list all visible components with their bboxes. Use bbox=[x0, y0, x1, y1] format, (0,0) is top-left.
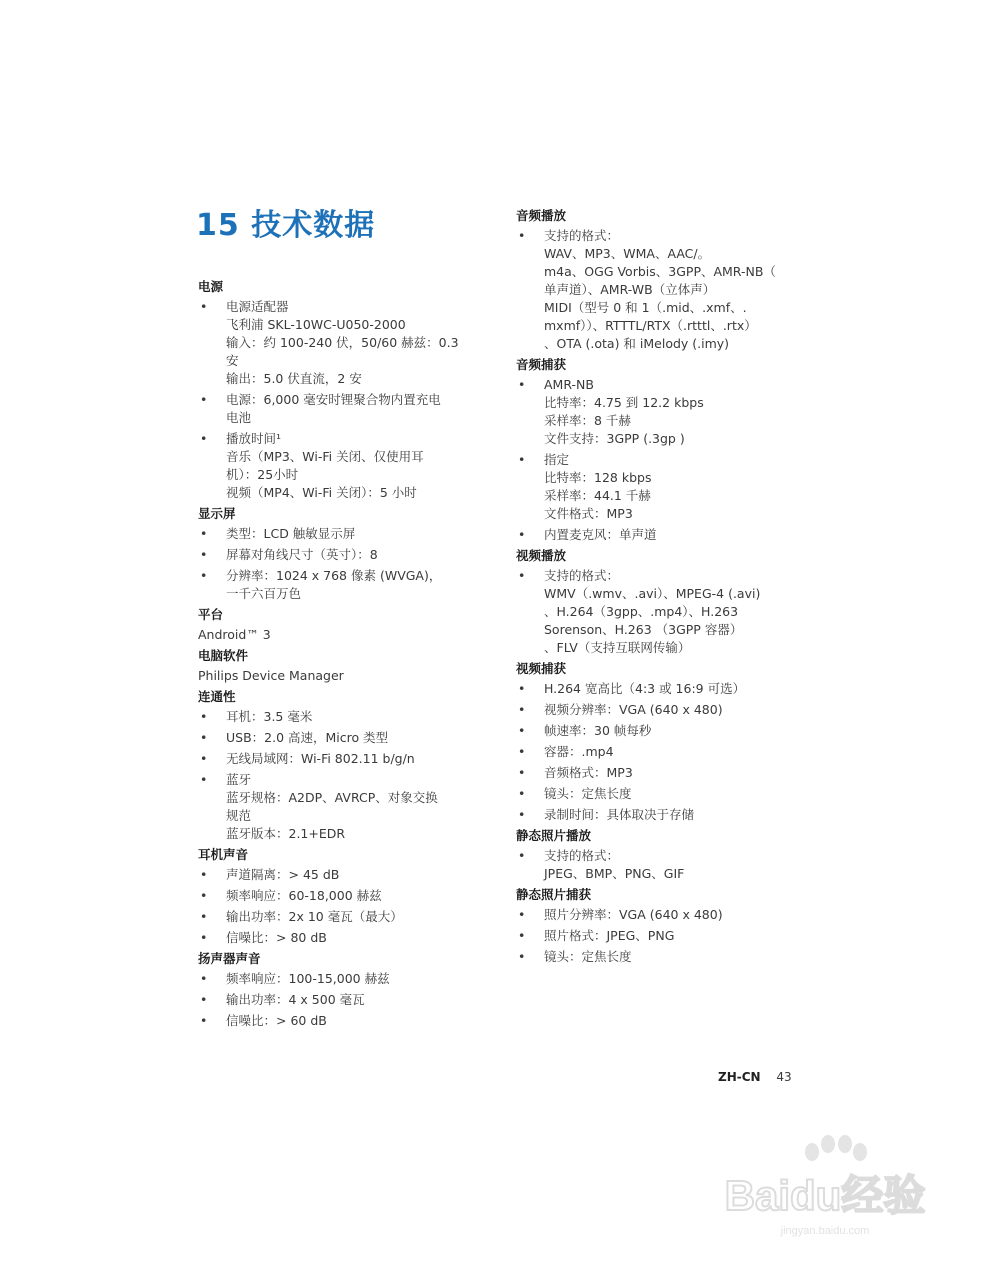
spec-line: 比特率：4.75 到 12.2 kbps bbox=[544, 395, 704, 410]
section-heading: 视频捕获 bbox=[516, 661, 567, 676]
spec-list bbox=[516, 847, 806, 883]
right-column bbox=[516, 207, 806, 969]
section-heading: 耳机声音 bbox=[198, 847, 249, 862]
spec-list bbox=[198, 970, 488, 1030]
spec-line: 信噪比：> 60 dB bbox=[226, 1013, 327, 1028]
spec-section bbox=[516, 827, 806, 883]
spec-item bbox=[198, 970, 488, 988]
spec-line: 照片格式：JPEG、PNG bbox=[544, 928, 675, 943]
spec-item bbox=[198, 298, 488, 388]
spec-line: 采样率：44.1 千赫 bbox=[544, 488, 651, 503]
bullet-icon: • bbox=[518, 452, 526, 467]
watermark-url: jingyan.baidu.com bbox=[780, 1225, 870, 1237]
spec-line: 比特率：128 kbps bbox=[544, 470, 652, 485]
spec-item bbox=[198, 391, 488, 427]
spec-line: 单声道）、AMR-WB（立体声） bbox=[544, 282, 716, 297]
bullet-icon: • bbox=[200, 526, 208, 541]
spec-item bbox=[516, 764, 806, 782]
spec-item bbox=[516, 927, 806, 945]
bullet-icon: • bbox=[200, 709, 208, 724]
bullet-icon: • bbox=[518, 807, 526, 822]
section-heading: 音频播放 bbox=[516, 208, 567, 223]
spec-list bbox=[198, 298, 488, 502]
spec-list bbox=[198, 708, 488, 843]
spec-item bbox=[198, 708, 488, 726]
spec-item bbox=[198, 1012, 488, 1030]
section-heading: 电源 bbox=[198, 279, 224, 294]
language-code: ZH-CN bbox=[718, 1070, 761, 1084]
spec-line: mxmf））、RTTTL/RTX（.rtttl、.rtx） bbox=[544, 318, 757, 333]
spec-item bbox=[198, 929, 488, 947]
bullet-icon: • bbox=[518, 228, 526, 243]
spec-item bbox=[198, 525, 488, 543]
spec-line: 内置麦克风：单声道 bbox=[544, 527, 657, 542]
spec-item bbox=[516, 847, 806, 883]
spec-line: 镜头：定焦长度 bbox=[544, 786, 632, 801]
spec-line: 录制时间：具体取决于存储 bbox=[544, 807, 695, 822]
spec-list bbox=[516, 376, 806, 544]
section-heading: 电脑软件 bbox=[198, 648, 249, 663]
bullet-icon: • bbox=[518, 744, 526, 759]
spec-item bbox=[516, 451, 806, 523]
spec-item bbox=[516, 376, 806, 448]
bullet-icon: • bbox=[200, 751, 208, 766]
spec-list bbox=[516, 567, 806, 657]
spec-line: USB：2.0 高速，Micro 类型 bbox=[226, 730, 389, 745]
spec-line: MIDI（型号 0 和 1（.mid、.xmf、. bbox=[544, 300, 747, 315]
page-footer bbox=[718, 1070, 792, 1084]
section-heading: 平台 bbox=[198, 607, 224, 622]
spec-line: 镜头：定焦长度 bbox=[544, 949, 632, 964]
spec-line: 采样率：8 千赫 bbox=[544, 413, 631, 428]
baidu-jingyan-watermark bbox=[700, 1130, 950, 1245]
spec-line: 蓝牙版本：2.1+EDR bbox=[226, 826, 346, 841]
spec-line: 频率响应：60-18,000 赫兹 bbox=[226, 888, 382, 903]
bullet-icon: • bbox=[200, 867, 208, 882]
spec-line: H.264 宽高比（4:3 或 16:9 可选） bbox=[544, 681, 746, 696]
spec-line: WAV、MP3、WMA、AAC/。 bbox=[544, 246, 711, 261]
bullet-icon: • bbox=[200, 547, 208, 562]
section-heading: 连通性 bbox=[198, 689, 236, 704]
spec-line: 频率响应：100-15,000 赫兹 bbox=[226, 971, 390, 986]
spec-line: 支持的格式： bbox=[544, 568, 620, 583]
bullet-icon: • bbox=[200, 930, 208, 945]
spec-line: 文件支持：3GPP (.3gp ) bbox=[544, 431, 685, 446]
spec-line: 容器：.mp4 bbox=[544, 744, 614, 759]
spec-line: 电源：6,000 毫安时锂聚合物内置充电 bbox=[226, 392, 441, 407]
bullet-icon: • bbox=[518, 848, 526, 863]
spec-line: 输入：约 100-240 伏，50/60 赫兹：0.3 bbox=[226, 335, 459, 350]
bullet-icon: • bbox=[200, 888, 208, 903]
spec-section bbox=[516, 356, 806, 544]
page-title: 15 技术数据 bbox=[196, 208, 376, 243]
bullet-icon: • bbox=[200, 568, 208, 583]
spec-item bbox=[198, 866, 488, 884]
spec-section bbox=[516, 547, 806, 657]
spec-line: 文件格式：MP3 bbox=[544, 506, 633, 521]
section-text: Philips Device Manager bbox=[198, 668, 344, 683]
spec-item bbox=[516, 567, 806, 657]
bullet-icon: • bbox=[200, 992, 208, 1007]
spec-line: 、OTA (.ota) 和 iMelody (.imy) bbox=[544, 336, 730, 351]
spec-line: 规范 bbox=[226, 808, 252, 823]
bullet-icon: • bbox=[518, 723, 526, 738]
spec-line: 、H.264（3gpp、.mp4）、H.263 bbox=[544, 604, 739, 619]
bullet-icon: • bbox=[200, 299, 208, 314]
watermark-logo-text: Baidu经验 bbox=[724, 1172, 926, 1219]
spec-line: 输出功率：2x 10 毫瓦（最大） bbox=[226, 909, 403, 924]
spec-line: 类型：LCD 触敏显示屏 bbox=[226, 526, 356, 541]
spec-line: 一千六百万色 bbox=[226, 586, 302, 601]
spec-item bbox=[198, 546, 488, 564]
bullet-icon: • bbox=[518, 681, 526, 696]
spec-line: 声道隔离：> 45 dB bbox=[226, 867, 340, 882]
bullet-icon: • bbox=[518, 702, 526, 717]
spec-line: 蓝牙规格：A2DP、AVRCP、对象交换 bbox=[226, 790, 438, 805]
section-text: Android™ 3 bbox=[198, 627, 271, 642]
spec-section bbox=[198, 606, 488, 644]
spec-item bbox=[198, 908, 488, 926]
spec-line: 机）：25小时 bbox=[226, 467, 299, 482]
spec-item bbox=[516, 526, 806, 544]
spec-section bbox=[198, 505, 488, 603]
spec-line: 照片分辨率：VGA (640 x 480) bbox=[544, 907, 723, 922]
bullet-icon: • bbox=[200, 971, 208, 986]
spec-item bbox=[516, 806, 806, 824]
spec-item bbox=[198, 771, 488, 843]
bullet-icon: • bbox=[518, 907, 526, 922]
spec-item bbox=[516, 227, 806, 353]
spec-line: 视频（MP4、Wi-Fi 关闭）：5 小时 bbox=[226, 485, 417, 500]
spec-item bbox=[516, 722, 806, 740]
section-heading: 显示屏 bbox=[198, 506, 236, 521]
spec-line: 音频格式：MP3 bbox=[544, 765, 633, 780]
spec-list bbox=[516, 227, 806, 353]
section-heading: 扬声器声音 bbox=[198, 951, 261, 966]
paw-logo-icon bbox=[805, 1135, 867, 1161]
spec-section bbox=[516, 660, 806, 824]
spec-line: m4a、OGG Vorbis、3GPP、AMR-NB（ bbox=[544, 264, 776, 279]
bullet-icon: • bbox=[518, 765, 526, 780]
spec-line: 蓝牙 bbox=[226, 772, 252, 787]
spec-item bbox=[198, 991, 488, 1009]
spec-line: 输出：5.0 伏直流，2 安 bbox=[226, 371, 362, 386]
spec-line: 指定 bbox=[544, 452, 570, 467]
spec-item bbox=[198, 887, 488, 905]
spec-line: 支持的格式： bbox=[544, 228, 620, 243]
bullet-icon: • bbox=[518, 568, 526, 583]
spec-item bbox=[516, 785, 806, 803]
page-number: 43 bbox=[776, 1070, 792, 1084]
bullet-icon: • bbox=[200, 431, 208, 446]
spec-line: 播放时间¹ bbox=[226, 431, 282, 446]
spec-line: 电池 bbox=[226, 410, 252, 425]
spec-item bbox=[516, 743, 806, 761]
spec-section bbox=[198, 688, 488, 843]
bullet-icon: • bbox=[200, 1013, 208, 1028]
spec-line: 屏幕对角线尺寸（英寸）：8 bbox=[226, 547, 378, 562]
bullet-icon: • bbox=[518, 928, 526, 943]
spec-line: JPEG、BMP、PNG、GIF bbox=[544, 866, 685, 881]
spec-line: Sorenson、H.263 （3GPP 容器） bbox=[544, 622, 743, 637]
spec-item bbox=[198, 729, 488, 747]
spec-list bbox=[198, 866, 488, 947]
bullet-icon: • bbox=[200, 909, 208, 924]
spec-line: 帧速率：30 帧每秒 bbox=[544, 723, 652, 738]
spec-section bbox=[198, 846, 488, 947]
spec-line: 电源适配器 bbox=[226, 299, 289, 314]
spec-line: 音乐（MP3、Wi-Fi 关闭、仅使用耳 bbox=[226, 449, 424, 464]
bullet-icon: • bbox=[518, 949, 526, 964]
left-column bbox=[198, 278, 488, 1033]
spec-section bbox=[198, 647, 488, 685]
section-heading: 视频播放 bbox=[516, 548, 567, 563]
spec-item bbox=[198, 430, 488, 502]
spec-item bbox=[516, 680, 806, 698]
spec-line: 飞利浦 SKL-10WC-U050-2000 bbox=[226, 317, 406, 332]
spec-line: 耳机：3.5 毫米 bbox=[226, 709, 313, 724]
spec-line: 无线局域网：Wi-Fi 802.11 b/g/n bbox=[226, 751, 415, 766]
spec-line: 输出功率：4 x 500 毫瓦 bbox=[226, 992, 365, 1007]
spec-list bbox=[516, 680, 806, 824]
bullet-icon: • bbox=[518, 786, 526, 801]
spec-line: 、FLV（支持互联网传输） bbox=[544, 640, 691, 655]
spec-section bbox=[516, 207, 806, 353]
spec-section bbox=[198, 278, 488, 502]
section-heading: 静态照片捕获 bbox=[516, 887, 592, 902]
bullet-icon: • bbox=[518, 377, 526, 392]
bullet-icon: • bbox=[200, 392, 208, 407]
spec-item bbox=[516, 906, 806, 924]
spec-item bbox=[198, 567, 488, 603]
spec-line: 信噪比：> 80 dB bbox=[226, 930, 327, 945]
spec-line: 安 bbox=[226, 353, 239, 368]
spec-list bbox=[198, 525, 488, 603]
spec-line: 视频分辨率：VGA (640 x 480) bbox=[544, 702, 723, 717]
spec-line: WMV（.wmv、.avi）、MPEG-4 (.avi) bbox=[544, 586, 761, 601]
spec-section bbox=[198, 950, 488, 1030]
spec-item bbox=[198, 750, 488, 768]
spec-line: 支持的格式： bbox=[544, 848, 620, 863]
spec-item bbox=[516, 701, 806, 719]
bullet-icon: • bbox=[518, 527, 526, 542]
spec-list bbox=[516, 906, 806, 966]
spec-section bbox=[516, 886, 806, 966]
spec-item bbox=[516, 948, 806, 966]
spec-line: AMR-NB bbox=[544, 377, 594, 392]
bullet-icon: • bbox=[200, 772, 208, 787]
section-heading: 静态照片播放 bbox=[516, 828, 592, 843]
spec-line: 分辨率：1024 x 768 像素 (WVGA)， bbox=[226, 568, 442, 583]
section-heading: 音频捕获 bbox=[516, 357, 567, 372]
bullet-icon: • bbox=[200, 730, 208, 745]
